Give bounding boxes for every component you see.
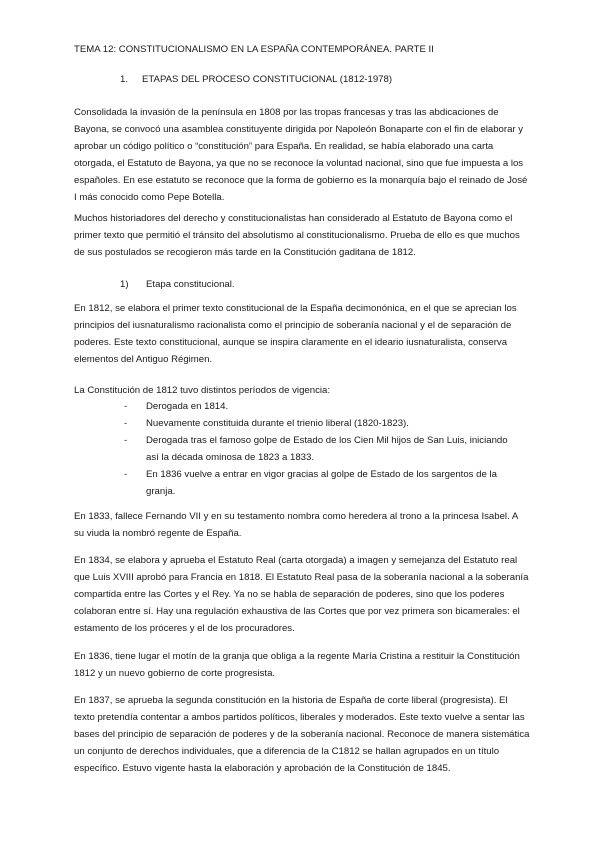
paragraph-estatuto-bayona: Consolidada la invasión de la península en 1808 por las tropas francesas y tras las abdicaciones de Bayona, se convocó una asamblea constituyente dirigida por Napoleón Bonaparte con el fin de elaborar y aprobar un código político o “constitución” para España. En realidad, se había elaborado una carta otorgada, el Estatuto de Bayona, ya que no se reconoce la voluntad nacional, sino que fue impuesta a los españoles. En ese estatuto se reconoce que la forma de gobierno es la monarquía bajo el reinado de José I más conocido como Pepe Botella.	[74, 107, 528, 203]
paragraph-transito-absolutismo: Muchos historiadores del derecho y constitucionalistas han considerado al Estatuto de Bayona como el primer texto que permitió el tránsito del absolutismo al constitucionalismo. Prueba de ello es que muchos de sus postulados se recogieron más tarde en la Constitución gaditana de 1812.	[74, 213, 520, 258]
document-title: TEMA 12: CONSTITUCIONALISMO EN LA ESPAÑA CONTEMPORÁNEA. PARTE II	[74, 44, 434, 55]
paragraph-vigencia-intro: La Constitución de 1812 tuvo distintos períodos de vigencia:	[74, 385, 331, 396]
list-item: - En 1836 vuelve a entrar en vigor gracias al golpe de Estado de los sargentos de la granja.	[120, 466, 520, 500]
vigencia-list	[120, 398, 520, 500]
paragraph-1837: En 1837, se aprueba la segunda constitución en la historia de España de corte liberal (progresista). El texto pretendía contentar a ambos partidos políticos, liberales y moderados. Este texto vuelve a sentar las bases del principio de separación de poderes y de la soberanía nacional. Reconoce de manera sistemática un conjunto de derechos individuales, que a diferencia de la C1812 se hallan agrupados en un título específico. Estuvo vigente hasta la elaboración y aprobación de la Constitución de 1845.	[74, 695, 530, 774]
list-item: - Derogada tras el famoso golpe de Estado de los Cien Mil hijos de San Luis, iniciando así la década ominosa de 1823 a 1833.	[120, 432, 520, 466]
list-dash: -	[124, 418, 128, 429]
paragraph-1812: En 1812, se elabora el primer texto constitucional de la España decimonónica, en el que se aprecian los principios del iusnaturalismo racionalista como el principio de soberanía nacional y el de separación de poderes. Este texto constitucional, aunque se inspira claramente en el ideario iusnaturalista, conserva elementos del Antiguo Régimen.	[74, 303, 517, 365]
list-dash: -	[124, 401, 128, 412]
list-dash: -	[124, 435, 128, 446]
subsection-number: 1)	[120, 279, 129, 290]
subsection-heading-etapa-constitucional	[120, 276, 520, 293]
paragraph-1834: En 1834, se elabora y aprueba el Estatuto Real (carta otorgada) a imagen y semejanza del Estatuto real que Luis XVIII aprobó para Francia en 1818. El Estatuto Real pasa de la soberanía nacional a la soberanía compartida entre las Cortes y el Rey. Ya no se habla de separación de poderes, sino que los poderes colaboran entre sí. Hay una regulación exhaustiva de las Cortes que por vez primera son bicamerales: el estamento de los próceres y el de los procuradores.	[74, 555, 529, 634]
list-item: - Nuevamente constituida durante el trienio liberal (1820-1823).	[120, 415, 520, 432]
list-dash: -	[124, 469, 128, 480]
section-heading-etapas	[120, 71, 520, 88]
subsection-heading-text: Etapa constitucional.	[146, 279, 235, 290]
list-item: - Derogada en 1814.	[120, 398, 520, 415]
section-heading-text: ETAPAS DEL PROCESO CONSTITUCIONAL (1812-1978)	[142, 74, 393, 85]
paragraph-1836: En 1836, tiene lugar el motín de la granja que obliga a la regente María Cristina a restituir la Constitución 1812 y un nuevo gobierno de corte progresista.	[74, 651, 520, 679]
section-number: 1.	[120, 74, 129, 85]
paragraph-1833: En 1833, fallece Fernando VII y en su testamento nombra como heredera al trono a la princesa Isabel. A su viuda la nombró regente de España.	[74, 511, 518, 539]
